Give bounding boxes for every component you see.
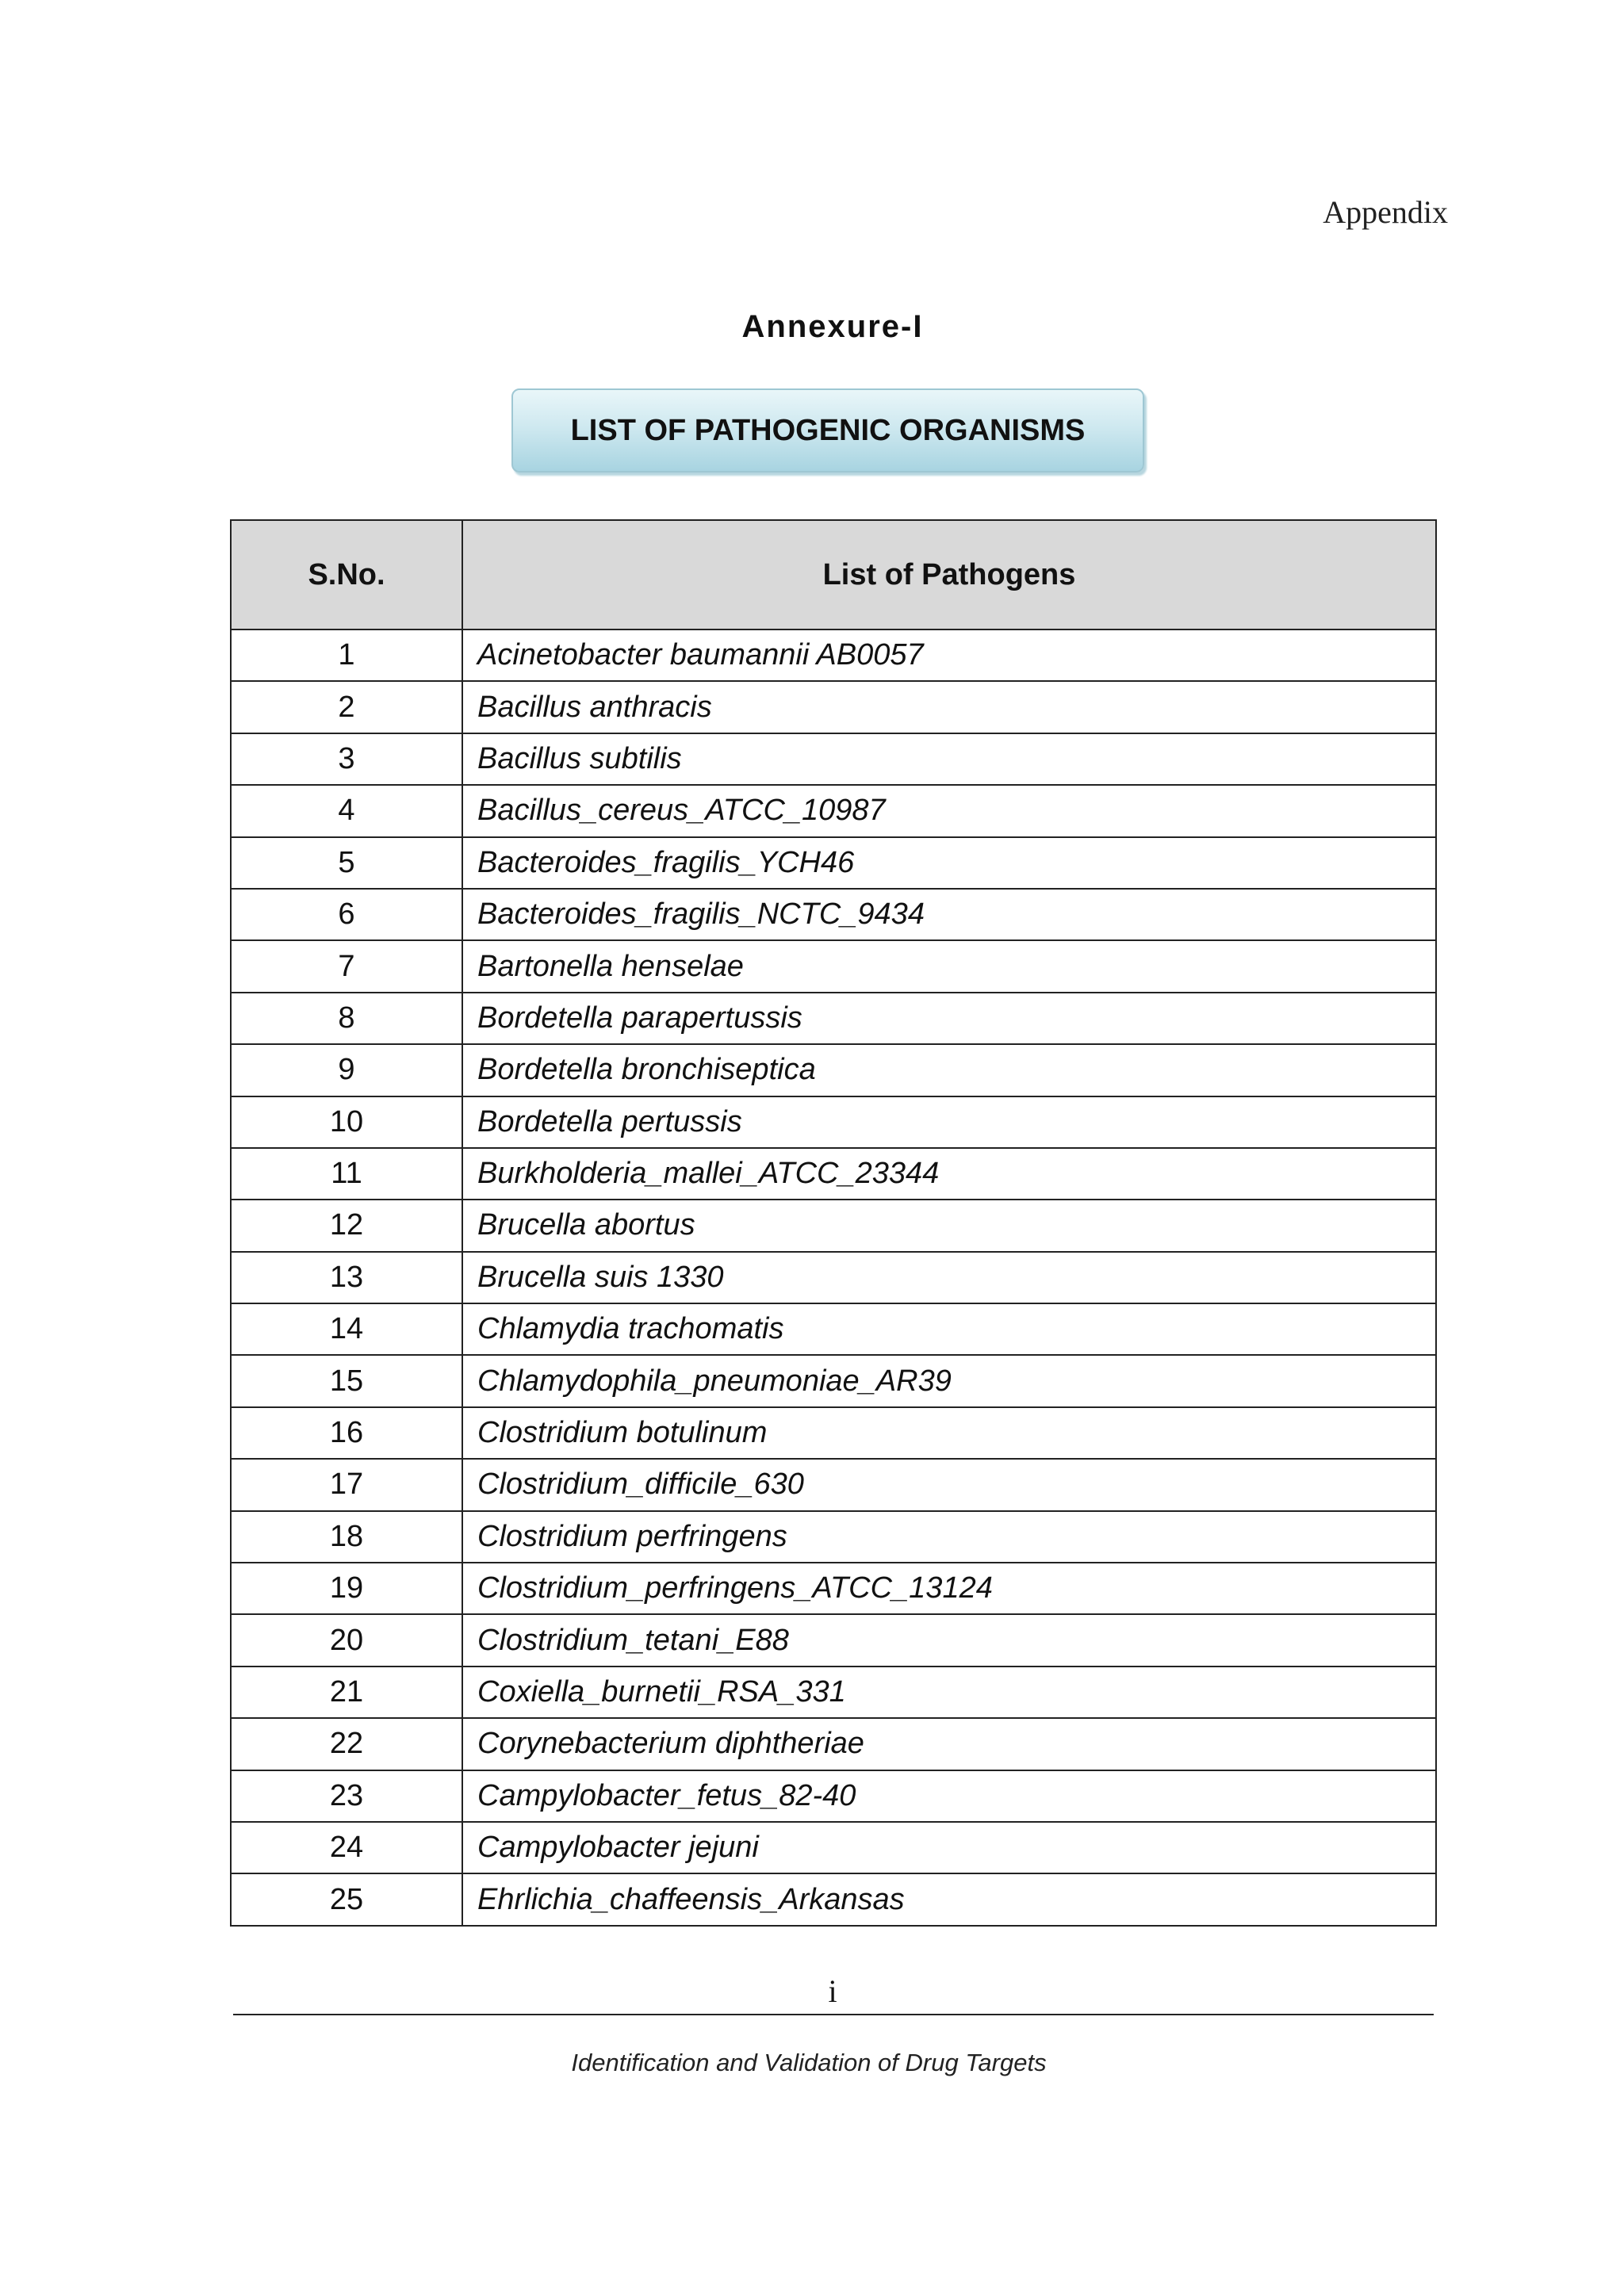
running-header: Appendix	[1323, 194, 1448, 230]
table-row	[231, 629, 1436, 681]
pathogen-name-cell: Bartonella henselae	[462, 940, 1436, 992]
serial-number-cell: 6	[231, 889, 462, 940]
serial-number-cell: 8	[231, 993, 462, 1044]
serial-number-cell: 1	[231, 629, 462, 681]
annexure-heading: Annexure-I	[741, 309, 924, 344]
serial-number-cell: 18	[231, 1511, 462, 1563]
pathogen-name-cell: Bordetella bronchiseptica	[462, 1044, 1436, 1096]
pathogen-name-cell: Ehrlichia_chaffeensis_Arkansas	[462, 1873, 1436, 1925]
table-row	[231, 1355, 1436, 1406]
pathogen-name-cell: Bacillus_cereus_ATCC_10987	[462, 785, 1436, 836]
footer-divider	[233, 2014, 1434, 2015]
pathogen-name-cell: Bacillus anthracis	[462, 681, 1436, 733]
pathogen-name-cell: Coxiella_burnetii_RSA_331	[462, 1667, 1436, 1718]
pathogen-name-cell: Bordetella pertussis	[462, 1096, 1436, 1148]
table-row	[231, 889, 1436, 940]
serial-number-cell: 9	[231, 1044, 462, 1096]
pathogen-name-cell: Clostridium_difficile_630	[462, 1459, 1436, 1510]
table-row	[231, 993, 1436, 1044]
table-row	[231, 1044, 1436, 1096]
column-header-sno: S.No.	[231, 520, 462, 629]
table-row	[231, 1459, 1436, 1510]
footer-title: Identification and Validation of Drug Targets	[571, 2049, 1047, 2076]
serial-number-cell: 15	[231, 1355, 462, 1406]
pathogen-name-cell: Bordetella parapertussis	[462, 993, 1436, 1044]
table-row	[231, 1614, 1436, 1666]
pathogen-name-cell: Acinetobacter baumannii AB0057	[462, 629, 1436, 681]
serial-number-cell: 11	[231, 1148, 462, 1200]
table-row	[231, 1200, 1436, 1251]
table-row	[231, 1148, 1436, 1200]
table-row	[231, 1770, 1436, 1822]
table-row	[231, 1303, 1436, 1355]
table-row	[231, 1096, 1436, 1148]
pathogen-name-cell: Brucella abortus	[462, 1200, 1436, 1251]
serial-number-cell: 10	[231, 1096, 462, 1148]
serial-number-cell: 25	[231, 1873, 462, 1925]
pathogen-name-cell: Clostridium botulinum	[462, 1407, 1436, 1459]
table-row	[231, 1822, 1436, 1873]
table-row	[231, 681, 1436, 733]
serial-number-cell: 13	[231, 1252, 462, 1303]
serial-number-cell: 16	[231, 1407, 462, 1459]
serial-number-cell: 7	[231, 940, 462, 992]
pathogen-name-cell: Chlamydophila_pneumoniae_AR39	[462, 1355, 1436, 1406]
table-body	[231, 629, 1436, 1926]
pathogen-table	[230, 519, 1437, 1927]
serial-number-cell: 5	[231, 837, 462, 889]
pathogen-name-cell: Burkholderia_mallei_ATCC_23344	[462, 1148, 1436, 1200]
serial-number-cell: 23	[231, 1770, 462, 1822]
table-row	[231, 785, 1436, 836]
serial-number-cell: 21	[231, 1667, 462, 1718]
table-row	[231, 837, 1436, 889]
serial-number-cell: 14	[231, 1303, 462, 1355]
table-row	[231, 1252, 1436, 1303]
pathogen-name-cell: Corynebacterium diphtheriae	[462, 1718, 1436, 1770]
serial-number-cell: 12	[231, 1200, 462, 1251]
serial-number-cell: 19	[231, 1563, 462, 1614]
pathogen-name-cell: Brucella suis 1330	[462, 1252, 1436, 1303]
pathogen-name-cell: Chlamydia trachomatis	[462, 1303, 1436, 1355]
title-box	[511, 388, 1144, 473]
page-title: LIST OF PATHOGENIC ORGANISMS	[570, 413, 1086, 447]
serial-number-cell: 22	[231, 1718, 462, 1770]
table-row	[231, 1718, 1436, 1770]
pathogen-name-cell: Campylobacter jejuni	[462, 1822, 1436, 1873]
table-row	[231, 1511, 1436, 1563]
serial-number-cell: 17	[231, 1459, 462, 1510]
table-row	[231, 1667, 1436, 1718]
pathogen-name-cell: Clostridium_perfringens_ATCC_13124	[462, 1563, 1436, 1614]
serial-number-cell: 3	[231, 733, 462, 785]
table-row	[231, 940, 1436, 992]
pathogen-name-cell: Bacteroides_fragilis_YCH46	[462, 837, 1436, 889]
column-header-pathogens: List of Pathogens	[462, 520, 1436, 629]
table-row	[231, 1563, 1436, 1614]
serial-number-cell: 4	[231, 785, 462, 836]
pathogen-name-cell: Clostridium perfringens	[462, 1511, 1436, 1563]
serial-number-cell: 2	[231, 681, 462, 733]
table-row	[231, 1873, 1436, 1925]
serial-number-cell: 20	[231, 1614, 462, 1666]
pathogen-name-cell: Clostridium_tetani_E88	[462, 1614, 1436, 1666]
table-row	[231, 1407, 1436, 1459]
page-number: i	[828, 1973, 837, 2009]
table-row	[231, 733, 1436, 785]
pathogen-name-cell: Bacillus subtilis	[462, 733, 1436, 785]
pathogen-name-cell: Campylobacter_fetus_82-40	[462, 1770, 1436, 1822]
table-header-row	[231, 520, 1436, 629]
serial-number-cell: 24	[231, 1822, 462, 1873]
pathogen-name-cell: Bacteroides_fragilis_NCTC_9434	[462, 889, 1436, 940]
